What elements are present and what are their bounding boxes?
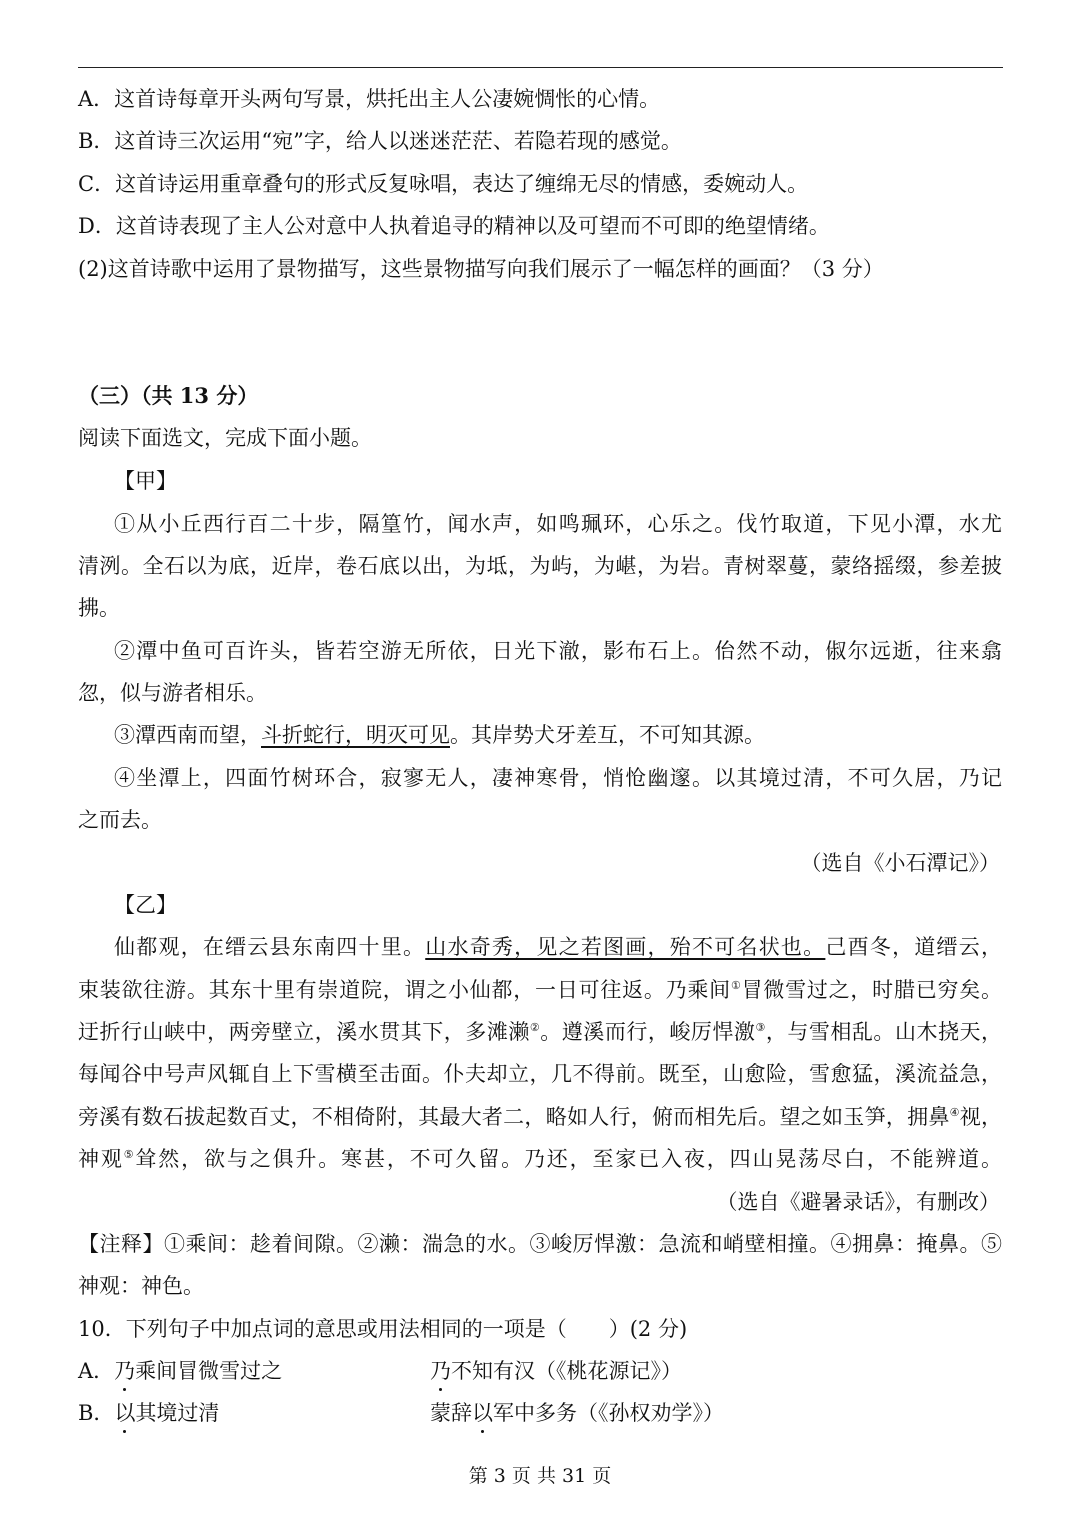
q9-option-b: B．这首诗三次运用“宛”字，给人以迷迷茫茫、若隐若现的感觉。	[78, 129, 682, 153]
yi-line3: 迂折行山峡中，两旁壁立，溪水贯其下，多滩濑②。遵溪而行，峻厉悍激③，与雪相乱。山木挠天，	[78, 1020, 1003, 1044]
underlined-sentence: 山水奇秀，见之若图画，殆不可名状也。	[425, 935, 826, 959]
jia-p4-line1: ④坐潭上，四面竹树环合，寂寥无人，凄神寒骨，悄怆幽邃。以其境过清，不可久居，乃记	[114, 766, 1002, 790]
q10-option-b: B．以其境过清 蒙辞以军中多务（《孙权劝学》）	[78, 1401, 724, 1425]
footnote-marker: ①	[730, 979, 742, 992]
header-rule	[78, 67, 1003, 68]
jia-p1-line3: 拂。	[78, 596, 120, 620]
q10-option-a: A．乃乘间冒微雪过之 乃不知有汉（《桃花源记》）	[78, 1359, 682, 1383]
section-instruction: 阅读下面选文，完成下面小题。	[78, 426, 372, 450]
yi-line5: 旁溪有数石拔起数百丈，不相倚附，其最大者二，略如人行，俯而相先后。望之如玉笋，拥鼻④视，	[78, 1105, 1002, 1129]
notes-line2: 神观：神色。	[78, 1274, 204, 1298]
yi-line2: 束装欲往游。其东十里有崇道院，谓之小仙都，一日可往返。乃乘间①冒微雪过之，时腊已穷矣。	[78, 978, 1003, 1002]
q10-stem: 10．下列句子中加点词的意思或用法相同的一项是（ ）(2 分)	[78, 1317, 688, 1341]
yi-label: 【乙】	[114, 893, 177, 917]
yi-line6: 神观⑤耸然，欲与之俱升。寒甚，不可久留。乃还，至家已入夜，四山晃荡尽白，不能辨道。	[78, 1147, 1002, 1171]
q9-subquestion-2: (2)这首诗歌中运用了景物描写，这些景物描写向我们展示了一幅怎样的画面？（3 分）	[78, 257, 884, 281]
footnote-marker: ⑤	[123, 1148, 136, 1161]
jia-label: 【甲】	[114, 469, 177, 493]
yi-line4: 每闻谷中号声风辄自上下雪横至击面。仆夫却立，几不得前。既至，山愈险，雪愈猛，溪流益急，	[78, 1062, 1002, 1086]
footnote-marker: ④	[949, 1106, 960, 1119]
jia-p1-line1: ①从小丘西行百二十步，隔篁竹，闻水声，如鸣珮环，心乐之。伐竹取道，下见小潭，水尤	[114, 512, 1002, 536]
dotted-word: 乃	[114, 1359, 136, 1383]
footnote-marker: ③	[755, 1021, 766, 1034]
notes-line1: 【注释】①乘间：趁着间隙。②濑：湍急的水。③峻厉悍激：急流和峭壁相撞。④拥鼻：掩鼻。⑤	[78, 1232, 1002, 1256]
jia-p3: ③潭西南而望，斗折蛇行，明灭可见。其岸势犬牙差互，不可知其源。	[114, 723, 765, 747]
jia-p2-line1: ②潭中鱼可百许头，皆若空游无所依，日光下澈，影布石上。佁然不动，俶尔远逝，往来翕	[114, 639, 1002, 663]
yi-source: （选自《避暑录话》，有删改）	[716, 1190, 1000, 1214]
footnote-marker: ②	[529, 1021, 541, 1034]
jia-p1-line2: 清洌。全石以为底，近岸，卷石底以出，为坻，为屿，为嵁，为岩。青树翠蔓，蒙络摇缀，参差披	[78, 554, 1002, 578]
underlined-sentence: 斗折蛇行，明灭可见	[261, 723, 450, 747]
jia-p2-line2: 忽，似与游者相乐。	[78, 681, 267, 705]
dotted-word: 以	[472, 1401, 493, 1425]
q9-option-d: D．这首诗表现了主人公对意中人执着追寻的精神以及可望而不可即的绝望情绪。	[78, 214, 830, 238]
page-footer: 第 3 页 共 31 页	[468, 1465, 612, 1487]
section-heading: （三）（共 13 分）	[78, 383, 259, 408]
jia-source: （选自《小石潭记》）	[800, 851, 1000, 875]
q9-option-a: A．这首诗每章开头两句写景，烘托出主人公凄婉惆怅的心情。	[78, 87, 661, 111]
dotted-word: 乃	[430, 1359, 451, 1383]
dotted-word: 以	[114, 1401, 136, 1425]
q9-option-c: C．这首诗运用重章叠句的形式反复咏唱，表达了缠绵无尽的情感，委婉动人。	[78, 172, 809, 196]
jia-p4-line2: 之而去。	[78, 808, 162, 832]
yi-line1: 仙都观，在缙云县东南四十里。山水奇秀，见之若图画，殆不可名状也。己酉冬，道缙云，	[114, 935, 1003, 959]
